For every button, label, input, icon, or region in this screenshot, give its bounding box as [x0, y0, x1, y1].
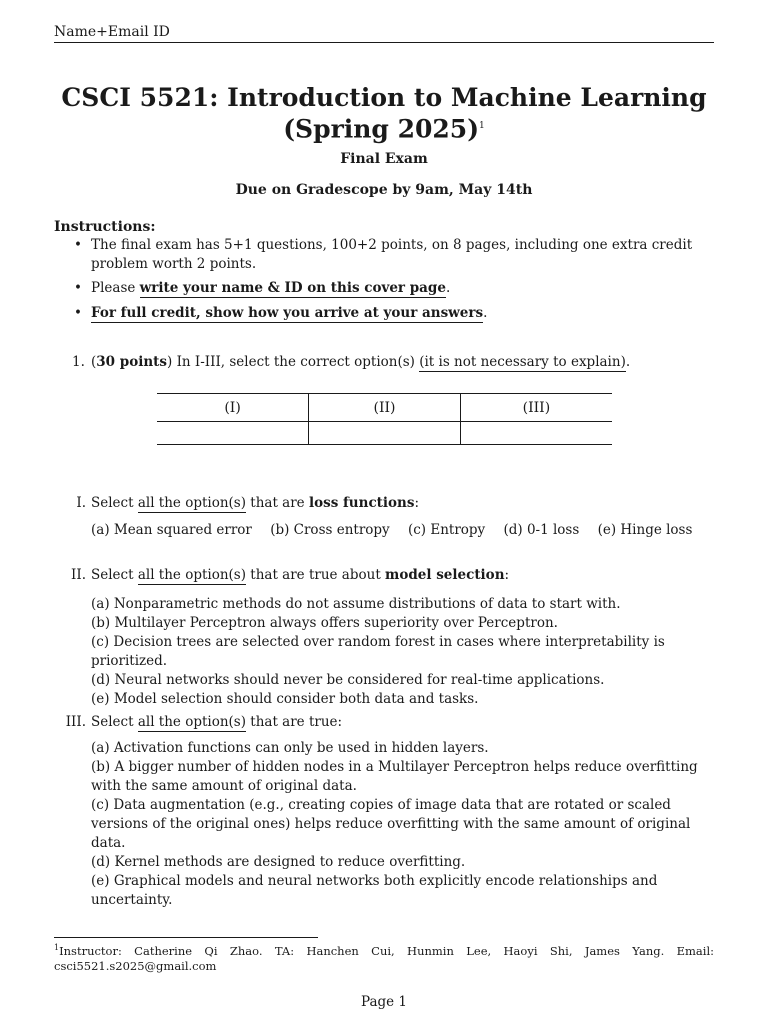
bullet-icon: •: [74, 237, 82, 253]
part-ii-options: [91, 595, 716, 709]
option-item: (e) Graphical models and neural networks both explicitly encode relationships and uncertainty.: [91, 873, 658, 908]
instruction-emphasis: For full credit, show how you arrive at your answers: [91, 305, 484, 321]
exam-name: Final Exam: [340, 151, 428, 167]
footnote: [54, 940, 714, 974]
due-date: Due on Gradescope by 9am, May 14th: [235, 182, 533, 198]
question-points: 30 points: [96, 354, 167, 370]
option-item: (d) 0-1 loss: [503, 522, 580, 538]
paren-open: (: [91, 354, 97, 370]
title-line1: CSCI 5521: Introduction to Machine Learning: [61, 83, 707, 112]
part-end: :: [414, 495, 420, 511]
answer-cell-ii: [309, 422, 461, 445]
option-item: (e) Hinge loss: [597, 522, 693, 538]
part-text: [91, 494, 716, 513]
part-mid: that are true about: [246, 567, 386, 583]
instruction-text: The final exam has 5+1 questions, 100+2 points, on 8 pages, including one extra credit problem worth 2 points.: [91, 237, 693, 272]
instruction-suffix: .: [483, 305, 488, 321]
bullet-icon: •: [74, 280, 82, 296]
instruction-prefix: Please: [91, 280, 140, 296]
instruction-text: [91, 279, 716, 298]
part-mid: that are: [246, 495, 309, 511]
part-end: :: [504, 567, 510, 583]
answer-cell-iii: [460, 422, 612, 445]
option-item: (b) Cross entropy: [270, 522, 390, 538]
part-roman: I.: [76, 495, 86, 511]
answer-header-i: (I): [157, 394, 309, 422]
part-roman: III.: [65, 714, 86, 730]
question-note: (it is not necessary to explain): [419, 354, 626, 370]
answer-table: [157, 393, 612, 445]
option-item: (a) Mean squared error: [91, 522, 252, 538]
question-text: [91, 353, 711, 372]
part-text: [91, 713, 716, 732]
answer-header-ii: (II): [309, 394, 461, 422]
part-pre: Select: [91, 714, 138, 730]
option-item: (d) Kernel methods are designed to reduce overfitting.: [91, 854, 466, 870]
part-text: [91, 566, 716, 585]
answer-cell-i: [157, 422, 309, 445]
option-item: (b) Multilayer Perceptron always offers superiority over Perceptron.: [91, 615, 558, 631]
instructions-heading: Instructions:: [54, 219, 156, 235]
footnote-rule: [54, 937, 318, 938]
part-iii-options: [91, 739, 716, 910]
option-item: (c) Entropy: [407, 522, 486, 538]
option-item: (a) Activation functions can only be used in hidden layers.: [91, 740, 489, 756]
option-item: (d) Neural networks should never be considered for real-time applications.: [91, 672, 605, 688]
option-item: (c) Decision trees are selected over random forest in cases where interpretability is prioritized.: [91, 634, 665, 669]
part-topic: model selection: [385, 567, 505, 583]
course-title: [54, 84, 714, 143]
option-item: (b) A bigger number of hidden nodes in a Multilayer Perceptron helps reduce overfitting with the same amount of original data.: [91, 759, 698, 794]
part-underline: all the option(s): [137, 495, 246, 511]
instruction-emphasis: write your name & ID on this cover page: [139, 280, 446, 296]
part-topic: loss functions: [308, 495, 415, 511]
title-line2: (Spring 2025): [283, 114, 480, 144]
question-end: .: [625, 354, 631, 370]
instruction-text: [91, 304, 716, 323]
title-footnote-mark: 1: [479, 121, 485, 131]
instruction-suffix: .: [445, 280, 451, 296]
question-prompt: In I-III, select the correct option(s): [172, 354, 420, 370]
name-email-label: Name+Email ID: [54, 24, 170, 40]
part-i-options: [91, 521, 716, 540]
paren-close: ): [167, 354, 173, 370]
part-pre: Select: [91, 567, 138, 583]
part-underline: all the option(s): [137, 567, 246, 583]
bullet-icon: •: [74, 305, 82, 321]
footnote-mark: 1: [54, 943, 60, 952]
answer-header-iii: (III): [460, 394, 612, 422]
part-roman: II.: [71, 567, 86, 583]
part-pre: Select: [91, 495, 138, 511]
footnote-text: Instructor: Catherine Qi Zhao. TA: Hanchen Cui, Hunmin Lee, Haoyi Shi, James Yang. Email: csci5521.s2025@gmail.com: [54, 943, 714, 973]
page-number: Page 1: [360, 994, 408, 1010]
header-rule: [54, 42, 714, 43]
option-item: (c) Data augmentation (e.g., creating copies of image data that are rotated or scaled versions of the original ones) helps reduce overfitting with the same amount of original data.: [91, 797, 691, 851]
option-item: (a) Nonparametric methods do not assume distributions of data to start with.: [91, 596, 621, 612]
question-number: 1.: [72, 354, 85, 370]
part-mid: that are true:: [246, 714, 343, 730]
option-item: (e) Model selection should consider both data and tasks.: [91, 691, 479, 707]
part-underline: all the option(s): [137, 714, 246, 730]
